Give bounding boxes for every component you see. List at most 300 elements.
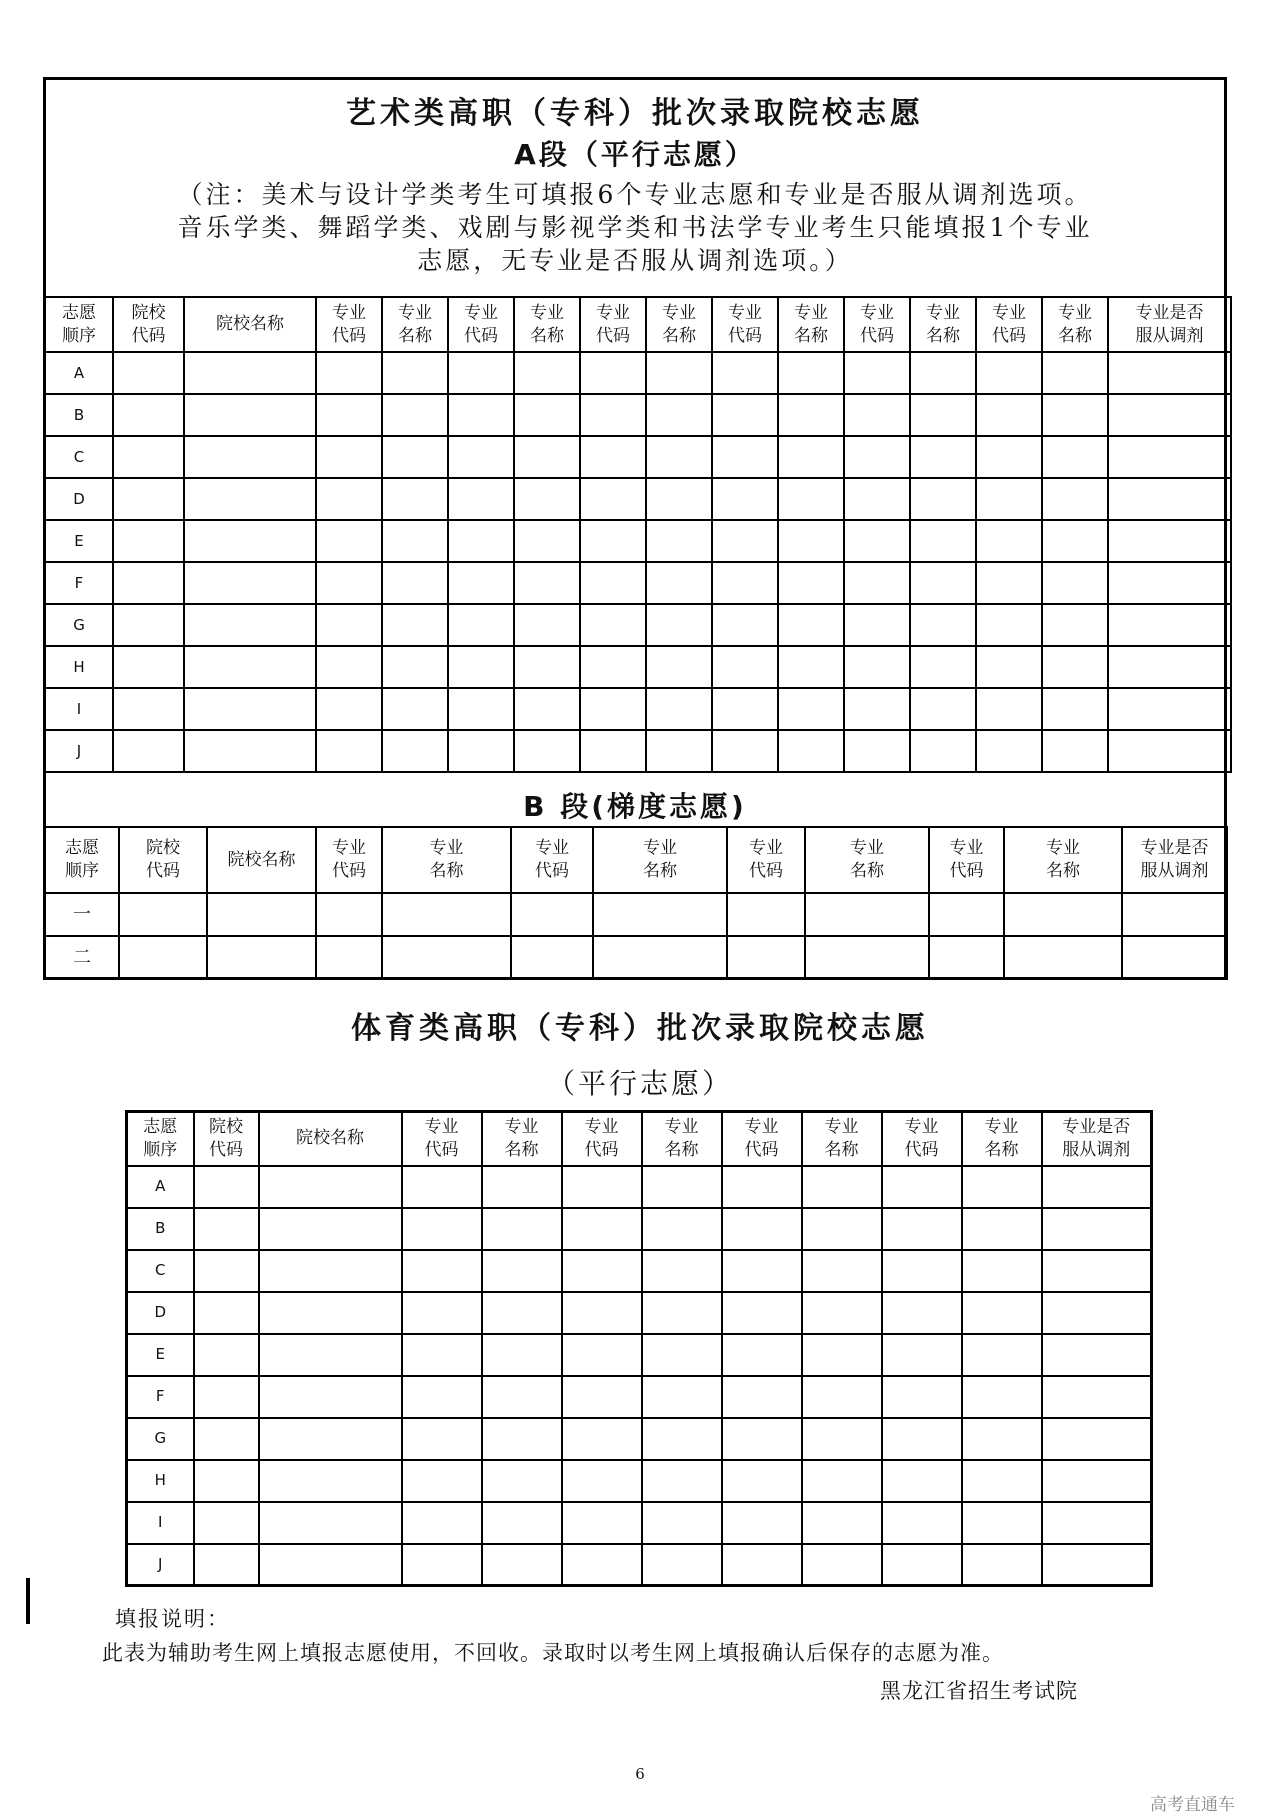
entry-cell[interactable] <box>259 1334 402 1376</box>
entry-cell[interactable] <box>802 1208 882 1250</box>
table-row <box>127 1460 1152 1502</box>
entry-cell[interactable] <box>882 1376 962 1418</box>
column-header-line: 专业 <box>429 838 464 858</box>
entry-cell[interactable] <box>642 1502 722 1544</box>
entry-cell[interactable] <box>778 436 844 478</box>
entry-cell[interactable] <box>910 688 976 730</box>
entry-cell[interactable] <box>910 478 976 520</box>
entry-cell[interactable] <box>910 436 976 478</box>
entry-cell[interactable] <box>562 1166 642 1208</box>
entry-cell[interactable] <box>1042 1334 1152 1376</box>
entry-cell[interactable] <box>316 436 382 478</box>
entry-cell[interactable] <box>802 1376 882 1418</box>
entry-cell[interactable] <box>910 562 976 604</box>
entry-cell[interactable] <box>802 1502 882 1544</box>
entry-cell[interactable] <box>882 1292 962 1334</box>
entry-cell[interactable] <box>642 1460 722 1502</box>
entry-cell[interactable] <box>113 688 184 730</box>
entry-cell[interactable] <box>976 688 1042 730</box>
entry-cell[interactable] <box>646 436 712 478</box>
entry-cell[interactable] <box>1042 520 1108 562</box>
entry-cell[interactable] <box>642 1166 722 1208</box>
entry-cell[interactable] <box>259 1376 402 1418</box>
entry-cell[interactable] <box>382 352 448 394</box>
entry-cell[interactable] <box>646 604 712 646</box>
entry-cell[interactable] <box>1042 352 1108 394</box>
entry-cell[interactable] <box>448 604 514 646</box>
entry-cell[interactable] <box>402 1544 482 1586</box>
entry-cell[interactable] <box>642 1334 722 1376</box>
entry-cell[interactable] <box>514 688 580 730</box>
entry-cell[interactable] <box>1042 1418 1152 1460</box>
entry-cell[interactable] <box>802 1334 882 1376</box>
entry-cell[interactable] <box>727 936 805 979</box>
entry-cell[interactable] <box>562 1460 642 1502</box>
entry-cell[interactable] <box>184 394 316 436</box>
entry-cell[interactable] <box>962 1166 1042 1208</box>
entry-cell[interactable] <box>844 730 910 772</box>
column-header <box>207 827 316 893</box>
entry-cell[interactable] <box>976 394 1042 436</box>
entry-cell[interactable] <box>402 1376 482 1418</box>
entry-cell[interactable] <box>1042 562 1108 604</box>
entry-cell[interactable] <box>316 604 382 646</box>
entry-cell[interactable] <box>882 1334 962 1376</box>
entry-cell[interactable] <box>1108 394 1231 436</box>
entry-cell[interactable] <box>844 562 910 604</box>
table-row <box>127 1208 1152 1250</box>
entry-cell[interactable] <box>580 436 646 478</box>
entry-cell[interactable] <box>316 730 382 772</box>
entry-cell[interactable] <box>929 893 1004 936</box>
entry-cell[interactable] <box>482 1418 562 1460</box>
entry-cell[interactable] <box>1108 604 1231 646</box>
entry-cell[interactable] <box>448 478 514 520</box>
entry-cell[interactable] <box>382 688 448 730</box>
entry-cell[interactable] <box>844 394 910 436</box>
entry-cell[interactable] <box>482 1502 562 1544</box>
entry-cell[interactable] <box>962 1334 1042 1376</box>
entry-cell[interactable] <box>646 562 712 604</box>
entry-cell[interactable] <box>802 1250 882 1292</box>
entry-cell[interactable] <box>1108 478 1231 520</box>
entry-cell[interactable] <box>113 646 184 688</box>
entry-cell[interactable] <box>1108 520 1231 562</box>
entry-cell[interactable] <box>976 352 1042 394</box>
entry-cell[interactable] <box>580 352 646 394</box>
entry-cell[interactable] <box>402 1418 482 1460</box>
entry-cell[interactable] <box>910 646 976 688</box>
entry-cell[interactable] <box>194 1292 259 1334</box>
entry-cell[interactable] <box>802 1460 882 1502</box>
entry-cell[interactable] <box>184 352 316 394</box>
entry-cell[interactable] <box>184 688 316 730</box>
entry-cell[interactable] <box>646 394 712 436</box>
entry-cell[interactable] <box>642 1292 722 1334</box>
entry-cell[interactable] <box>1042 478 1108 520</box>
entry-cell[interactable] <box>316 478 382 520</box>
entry-cell[interactable] <box>1004 936 1122 979</box>
entry-cell[interactable] <box>448 730 514 772</box>
entry-cell[interactable] <box>844 604 910 646</box>
entry-cell[interactable] <box>646 646 712 688</box>
entry-cell[interactable] <box>514 394 580 436</box>
entry-cell[interactable] <box>722 1292 802 1334</box>
entry-cell[interactable] <box>778 352 844 394</box>
entry-cell[interactable] <box>882 1544 962 1586</box>
entry-cell[interactable] <box>316 520 382 562</box>
entry-cell[interactable] <box>580 646 646 688</box>
column-header <box>962 1112 1042 1166</box>
entry-cell[interactable] <box>722 1544 802 1586</box>
entry-cell[interactable] <box>962 1250 1042 1292</box>
entry-cell[interactable] <box>382 436 448 478</box>
entry-cell[interactable] <box>382 478 448 520</box>
entry-cell[interactable] <box>976 730 1042 772</box>
entry-cell[interactable] <box>646 478 712 520</box>
entry-cell[interactable] <box>562 1502 642 1544</box>
entry-cell[interactable] <box>562 1376 642 1418</box>
entry-cell[interactable] <box>976 520 1042 562</box>
entry-cell[interactable] <box>1042 1376 1152 1418</box>
entry-cell[interactable] <box>712 646 778 688</box>
entry-cell[interactable] <box>910 520 976 562</box>
entry-cell[interactable] <box>778 478 844 520</box>
entry-cell[interactable] <box>712 562 778 604</box>
entry-cell[interactable] <box>962 1544 1042 1586</box>
entry-cell[interactable] <box>514 352 580 394</box>
entry-cell[interactable] <box>259 1250 402 1292</box>
entry-cell[interactable] <box>844 478 910 520</box>
entry-cell[interactable] <box>113 394 184 436</box>
entry-cell[interactable] <box>962 1460 1042 1502</box>
entry-cell[interactable] <box>562 1292 642 1334</box>
entry-cell[interactable] <box>316 688 382 730</box>
entry-cell[interactable] <box>805 893 929 936</box>
column-header-line: 专业 <box>662 302 696 323</box>
entry-cell[interactable] <box>113 436 184 478</box>
entry-cell[interactable] <box>113 520 184 562</box>
entry-cell[interactable] <box>646 688 712 730</box>
entry-cell[interactable] <box>882 1250 962 1292</box>
entry-cell[interactable] <box>259 1166 402 1208</box>
entry-cell[interactable] <box>712 436 778 478</box>
entry-cell[interactable] <box>844 520 910 562</box>
entry-cell[interactable] <box>514 730 580 772</box>
entry-cell[interactable] <box>514 436 580 478</box>
entry-cell[interactable] <box>562 1418 642 1460</box>
entry-cell[interactable] <box>194 1544 259 1586</box>
entry-cell[interactable] <box>1042 394 1108 436</box>
entry-cell[interactable] <box>1004 893 1122 936</box>
entry-cell[interactable] <box>1108 436 1231 478</box>
entry-cell[interactable] <box>580 478 646 520</box>
entry-cell[interactable] <box>113 352 184 394</box>
entry-cell[interactable] <box>382 520 448 562</box>
entry-cell[interactable] <box>778 520 844 562</box>
entry-cell[interactable] <box>259 1502 402 1544</box>
entry-cell[interactable] <box>113 562 184 604</box>
entry-cell[interactable] <box>1042 1502 1152 1544</box>
table-row <box>127 1166 1152 1208</box>
entry-cell[interactable] <box>910 730 976 772</box>
entry-cell[interactable] <box>259 1544 402 1586</box>
entry-cell[interactable] <box>778 394 844 436</box>
entry-cell[interactable] <box>1108 730 1231 772</box>
entry-cell[interactable] <box>712 520 778 562</box>
entry-cell[interactable] <box>382 936 511 979</box>
entry-cell[interactable] <box>642 1208 722 1250</box>
entry-cell[interactable] <box>778 730 844 772</box>
entry-cell[interactable] <box>646 520 712 562</box>
entry-cell[interactable] <box>482 1292 562 1334</box>
entry-cell[interactable] <box>778 604 844 646</box>
entry-cell[interactable] <box>1108 646 1231 688</box>
entry-cell[interactable] <box>882 1208 962 1250</box>
entry-cell[interactable] <box>482 1208 562 1250</box>
entry-cell[interactable] <box>844 352 910 394</box>
entry-cell[interactable] <box>402 1334 482 1376</box>
entry-cell[interactable] <box>642 1250 722 1292</box>
entry-cell[interactable] <box>194 1376 259 1418</box>
entry-cell[interactable] <box>514 646 580 688</box>
entry-cell[interactable] <box>448 646 514 688</box>
entry-cell[interactable] <box>580 520 646 562</box>
entry-cell[interactable] <box>910 352 976 394</box>
entry-cell[interactable] <box>712 352 778 394</box>
table-row <box>45 478 1231 520</box>
entry-cell[interactable] <box>962 1502 1042 1544</box>
column-header <box>1042 1112 1152 1166</box>
entry-cell[interactable] <box>562 1544 642 1586</box>
entry-cell[interactable] <box>712 604 778 646</box>
entry-cell[interactable] <box>1042 688 1108 730</box>
entry-cell[interactable] <box>448 688 514 730</box>
entry-cell[interactable] <box>722 1376 802 1418</box>
entry-cell[interactable] <box>382 646 448 688</box>
entry-cell[interactable] <box>514 562 580 604</box>
entry-cell[interactable] <box>722 1418 802 1460</box>
entry-cell[interactable] <box>316 352 382 394</box>
entry-cell[interactable] <box>448 394 514 436</box>
entry-cell[interactable] <box>482 1460 562 1502</box>
entry-cell[interactable] <box>882 1418 962 1460</box>
entry-cell[interactable] <box>844 688 910 730</box>
entry-cell[interactable] <box>722 1502 802 1544</box>
entry-cell[interactable] <box>259 1460 402 1502</box>
entry-cell[interactable] <box>1108 688 1231 730</box>
entry-cell[interactable] <box>962 1208 1042 1250</box>
entry-cell[interactable] <box>1042 1544 1152 1586</box>
entry-cell[interactable] <box>382 893 511 936</box>
entry-cell[interactable] <box>962 1418 1042 1460</box>
table-row <box>127 1418 1152 1460</box>
entry-cell[interactable] <box>580 562 646 604</box>
entry-cell[interactable] <box>1042 1208 1152 1250</box>
entry-cell[interactable] <box>722 1334 802 1376</box>
entry-cell[interactable] <box>882 1502 962 1544</box>
entry-cell[interactable] <box>194 1208 259 1250</box>
entry-cell[interactable] <box>802 1544 882 1586</box>
entry-cell[interactable] <box>805 936 929 979</box>
entry-cell[interactable] <box>593 893 727 936</box>
entry-cell[interactable] <box>194 1502 259 1544</box>
entry-cell[interactable] <box>184 646 316 688</box>
entry-cell[interactable] <box>514 604 580 646</box>
entry-cell[interactable] <box>194 1166 259 1208</box>
entry-cell[interactable] <box>184 604 316 646</box>
entry-cell[interactable] <box>976 646 1042 688</box>
entry-cell[interactable] <box>910 604 976 646</box>
entry-cell[interactable] <box>482 1250 562 1292</box>
entry-cell[interactable] <box>580 604 646 646</box>
entry-cell[interactable] <box>1042 1292 1152 1334</box>
entry-cell[interactable] <box>1042 1250 1152 1292</box>
entry-cell[interactable] <box>514 478 580 520</box>
entry-cell[interactable] <box>976 436 1042 478</box>
entry-cell[interactable] <box>402 1250 482 1292</box>
entry-cell[interactable] <box>482 1334 562 1376</box>
entry-cell[interactable] <box>259 1292 402 1334</box>
entry-cell[interactable] <box>802 1292 882 1334</box>
entry-cell[interactable] <box>259 1418 402 1460</box>
entry-cell[interactable] <box>207 893 316 936</box>
entry-cell[interactable] <box>1108 562 1231 604</box>
entry-cell[interactable] <box>976 562 1042 604</box>
column-header-line: 代码 <box>332 861 366 881</box>
entry-cell[interactable] <box>562 1334 642 1376</box>
entry-cell[interactable] <box>722 1460 802 1502</box>
entry-cell[interactable] <box>402 1502 482 1544</box>
entry-cell[interactable] <box>712 394 778 436</box>
entry-cell[interactable] <box>511 893 593 936</box>
entry-cell[interactable] <box>642 1418 722 1460</box>
entry-cell[interactable] <box>642 1544 722 1586</box>
entry-cell[interactable] <box>722 1250 802 1292</box>
entry-cell[interactable] <box>722 1166 802 1208</box>
entry-cell[interactable] <box>184 520 316 562</box>
entry-cell[interactable] <box>962 1376 1042 1418</box>
entry-cell[interactable] <box>194 1418 259 1460</box>
entry-cell[interactable] <box>646 730 712 772</box>
entry-cell[interactable] <box>642 1376 722 1418</box>
entry-cell[interactable] <box>382 394 448 436</box>
entry-cell[interactable] <box>448 562 514 604</box>
entry-cell[interactable] <box>514 520 580 562</box>
entry-cell[interactable] <box>194 1460 259 1502</box>
entry-cell[interactable] <box>448 436 514 478</box>
entry-cell[interactable] <box>382 604 448 646</box>
entry-cell[interactable] <box>207 936 316 979</box>
entry-cell[interactable] <box>382 730 448 772</box>
art-section-b-title: B 段(梯度志愿) <box>523 790 747 823</box>
entry-cell[interactable] <box>316 394 382 436</box>
entry-cell[interactable] <box>844 646 910 688</box>
entry-cell[interactable] <box>802 1418 882 1460</box>
column-header-line: 名称 <box>926 325 960 346</box>
entry-cell[interactable] <box>778 562 844 604</box>
entry-cell[interactable] <box>712 478 778 520</box>
entry-cell[interactable] <box>1108 352 1231 394</box>
entry-cell[interactable] <box>1042 646 1108 688</box>
entry-cell[interactable] <box>802 1166 882 1208</box>
entry-cell[interactable] <box>448 352 514 394</box>
entry-cell[interactable] <box>646 352 712 394</box>
entry-cell[interactable] <box>119 893 207 936</box>
entry-cell[interactable] <box>482 1544 562 1586</box>
entry-cell[interactable] <box>259 1208 402 1250</box>
entry-cell[interactable] <box>562 1250 642 1292</box>
entry-cell[interactable] <box>910 394 976 436</box>
entry-cell[interactable] <box>113 730 184 772</box>
entry-cell[interactable] <box>1042 604 1108 646</box>
entry-cell[interactable] <box>184 436 316 478</box>
entry-cell[interactable] <box>113 478 184 520</box>
entry-cell[interactable] <box>712 688 778 730</box>
entry-cell[interactable] <box>1042 436 1108 478</box>
entry-cell[interactable] <box>593 936 727 979</box>
entry-cell[interactable] <box>727 893 805 936</box>
entry-cell[interactable] <box>184 478 316 520</box>
column-header <box>382 297 448 352</box>
entry-cell[interactable] <box>448 520 514 562</box>
entry-cell[interactable] <box>722 1208 802 1250</box>
sport-body <box>127 1166 1152 1586</box>
entry-cell[interactable] <box>511 936 593 979</box>
entry-cell[interactable] <box>1122 936 1227 979</box>
entry-cell[interactable] <box>929 936 1004 979</box>
entry-cell[interactable] <box>194 1334 259 1376</box>
column-header-line: 专业 <box>332 302 366 323</box>
entry-cell[interactable] <box>976 604 1042 646</box>
entry-cell[interactable] <box>119 936 207 979</box>
entry-cell[interactable] <box>580 730 646 772</box>
entry-cell[interactable] <box>580 688 646 730</box>
entry-cell[interactable] <box>402 1166 482 1208</box>
column-header <box>976 297 1042 352</box>
entry-cell[interactable] <box>882 1460 962 1502</box>
entry-cell[interactable] <box>1122 893 1227 936</box>
entry-cell[interactable] <box>976 478 1042 520</box>
entry-cell[interactable] <box>184 730 316 772</box>
entry-cell[interactable] <box>316 646 382 688</box>
entry-cell[interactable] <box>316 893 382 936</box>
entry-cell[interactable] <box>316 562 382 604</box>
entry-cell[interactable] <box>1042 730 1108 772</box>
entry-cell[interactable] <box>184 562 316 604</box>
entry-cell[interactable] <box>402 1292 482 1334</box>
entry-cell[interactable] <box>562 1208 642 1250</box>
entry-cell[interactable] <box>482 1376 562 1418</box>
entry-cell[interactable] <box>882 1166 962 1208</box>
entry-cell[interactable] <box>402 1208 482 1250</box>
entry-cell[interactable] <box>844 436 910 478</box>
entry-cell[interactable] <box>1042 1460 1152 1502</box>
table-row <box>45 604 1231 646</box>
entry-cell[interactable] <box>778 688 844 730</box>
entry-cell[interactable] <box>194 1250 259 1292</box>
entry-cell[interactable] <box>1042 1166 1152 1208</box>
entry-cell[interactable] <box>382 562 448 604</box>
entry-cell[interactable] <box>778 646 844 688</box>
entry-cell[interactable] <box>402 1460 482 1502</box>
entry-cell[interactable] <box>712 730 778 772</box>
entry-cell[interactable] <box>482 1166 562 1208</box>
entry-cell[interactable] <box>962 1292 1042 1334</box>
entry-cell[interactable] <box>580 394 646 436</box>
entry-cell[interactable] <box>316 936 382 979</box>
entry-cell[interactable] <box>113 604 184 646</box>
